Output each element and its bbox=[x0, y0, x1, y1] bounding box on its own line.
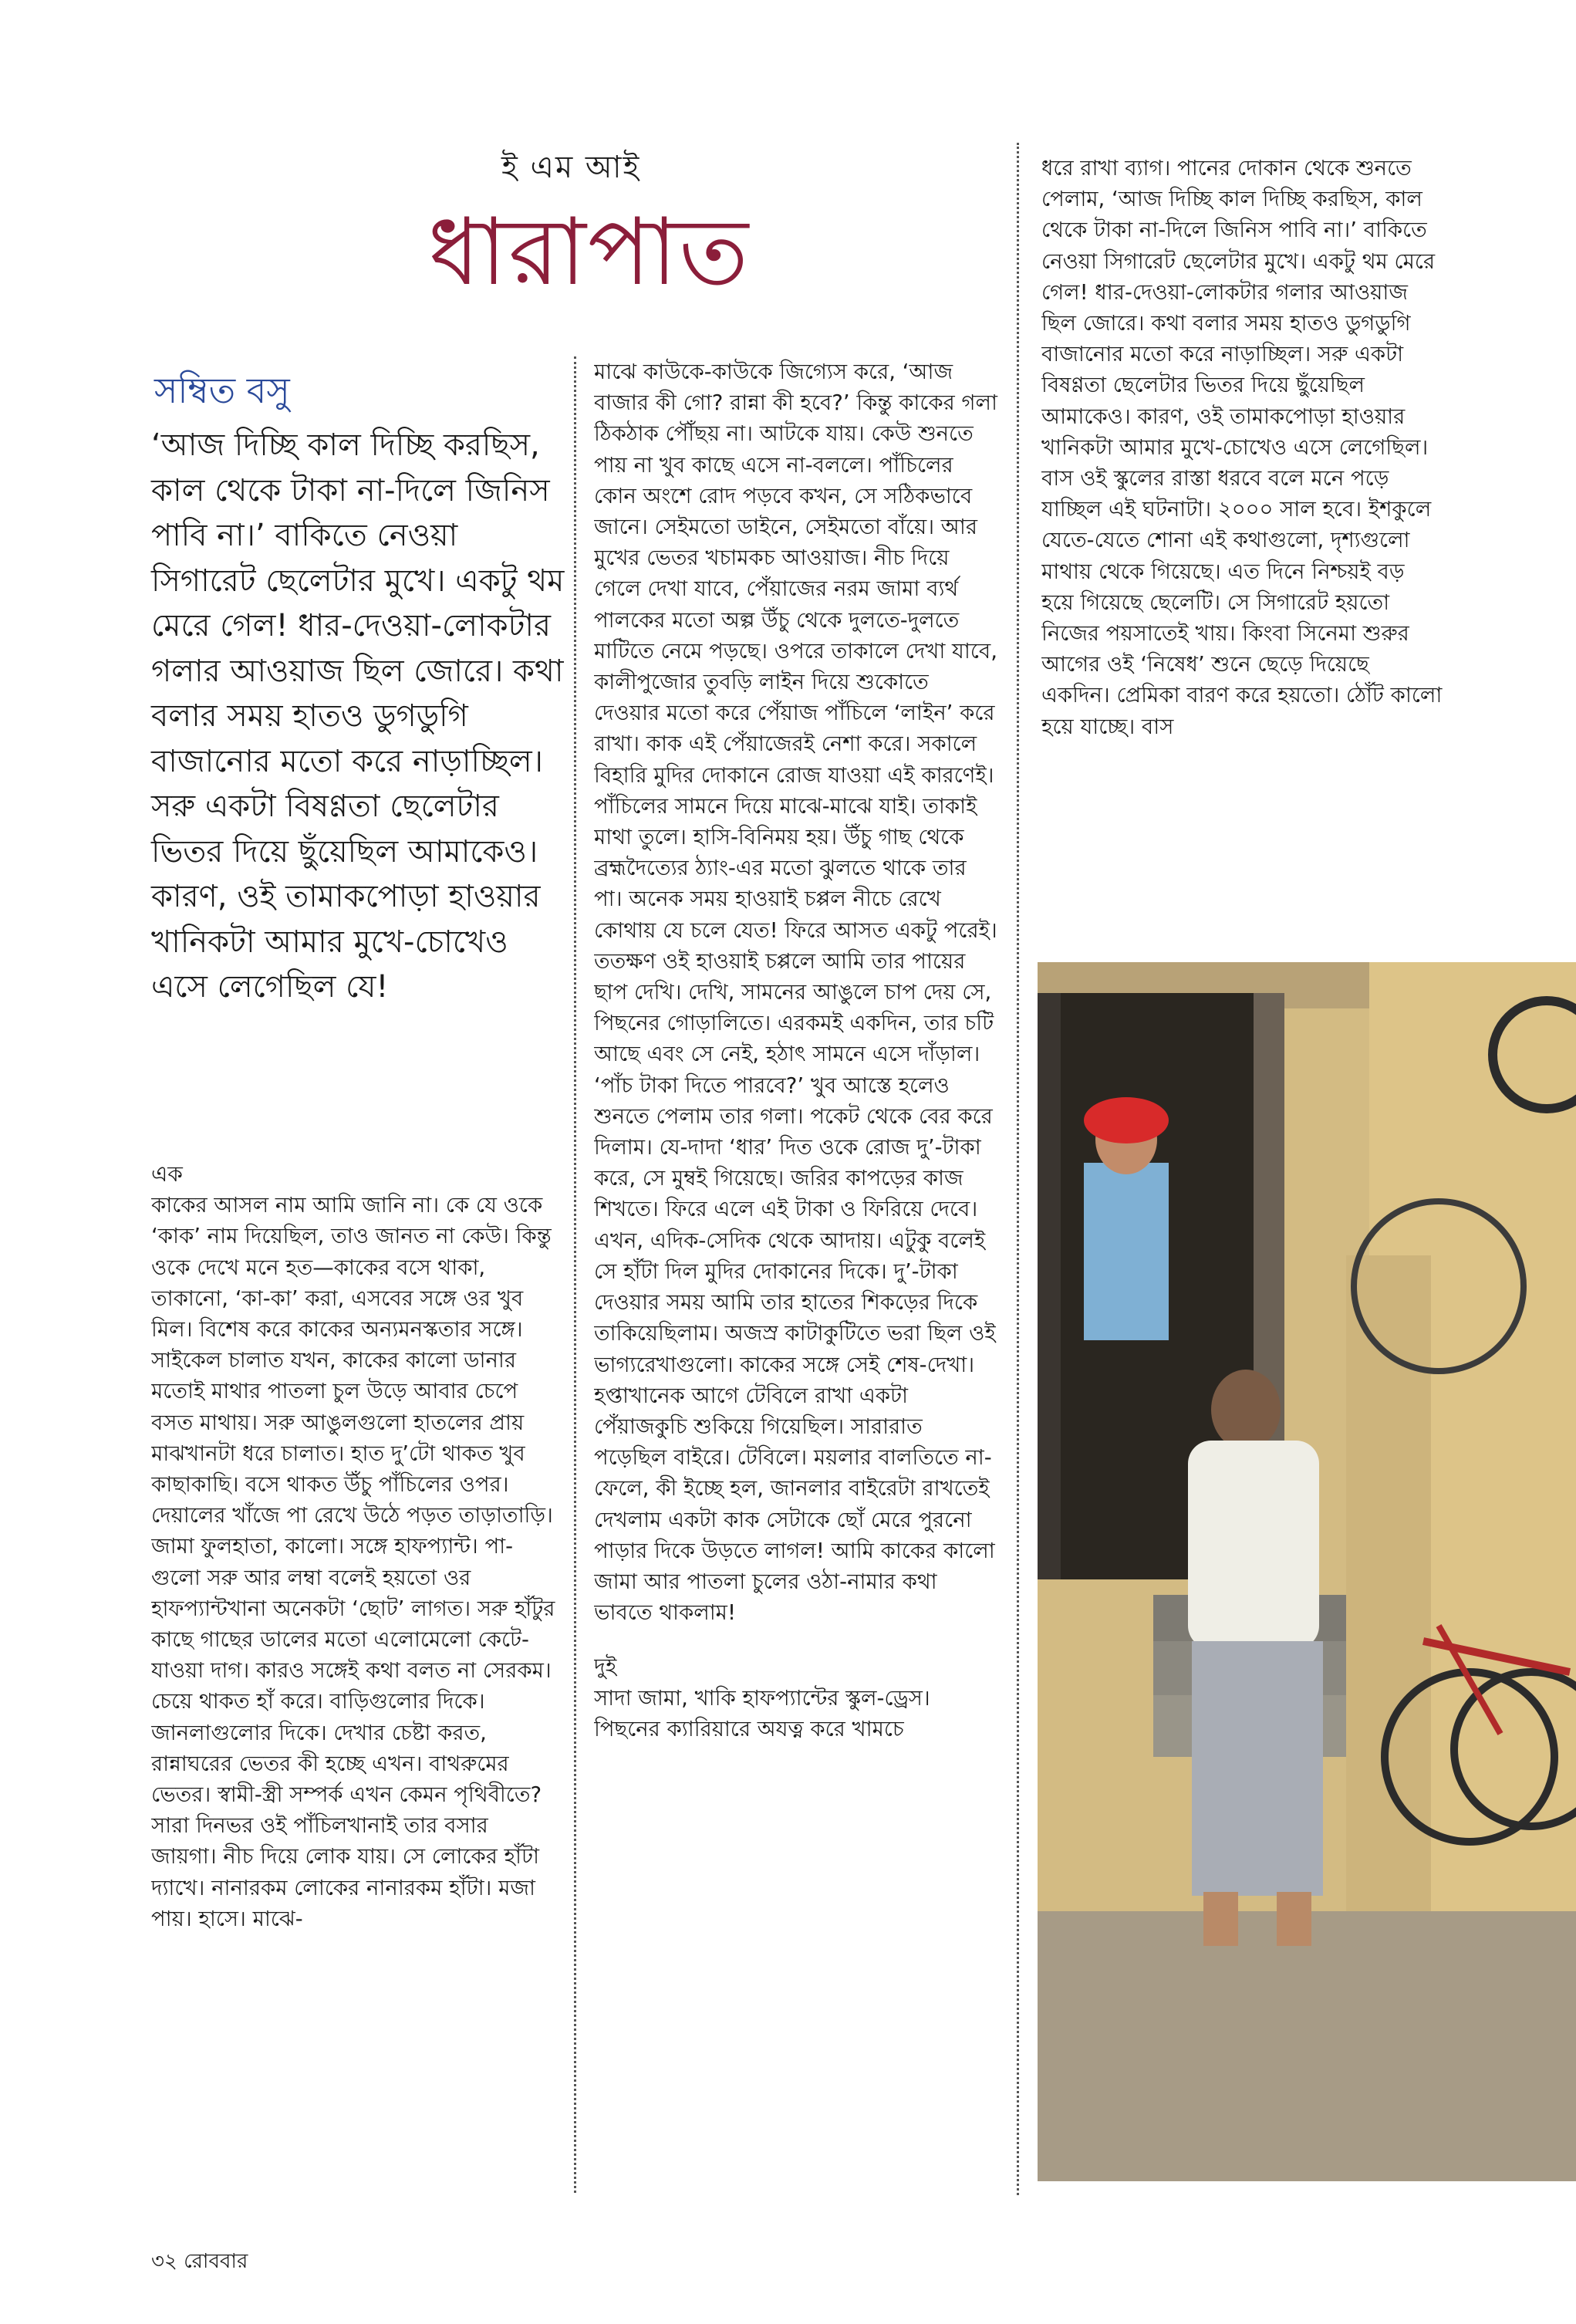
section-heading-two: দুই bbox=[594, 1653, 617, 1680]
column-two-body: মাঝে কাউকে-কাউকে জিগ্যেস করে, ‘আজ বাজার কী গো? রান্না কী হবে?’ কিন্তু কাকের গলা ঠিকঠাক পৌঁছয় না। আটকে যায়। কেউ শুনতে পায় না খুব কাছে এসে না-বললে। পাঁচিলের কোন অংশে রোদ পড়বে কখন, সে সঠিকভাবে জানে। সেইমতো ডাইনে, সেইমতো বাঁয়ে। আর মুখের ভেতর খচামকচ আওয়াজ। নীচ দিয়ে গেলে দেখা যাবে, পেঁয়াজের নরম জামা ব্যর্থ পালকের মতো অল্প উঁচু থেকে দুলতে-দুলতে মাটিতে নেমে পড়ছে। ওপরে তাকালে দেখা যাবে, কালীপুজোর তুবড়ি লাইন দিয়ে শুকোতে দেওয়ার মতো করে পেঁয়াজ পাঁচিলে ‘লাইন’ করে রাখা। কাক এই পেঁয়াজেরই নেশা করে। সকালে বিহারি মুদির দোকানে রোজ যাওয়া এই কারণেই। পাঁচিলের সামনে দিয়ে মাঝে-মাঝে যাই। তাকাই মাথা তুলে। হাসি-বিনিময় হয়। উঁচু গাছ থেকে ব্রহ্মদৈত্যের ঠ্যাং-এর মতো ঝুলতে থাকে তার পা। অনেক সময় হাওয়াই চপ্পল নীচে রেখে কোথায় যে চলে যেত! ফিরে আসত একটু পরেই। ততক্ষণ ওই হাওয়াই চপ্পলে আমি তার পায়ের ছাপ দেখি। দেখি, সামনের আঙুলে চাপ দেয় সে, পিছনের গোড়ালিতে। এরকমই একদিন, তার চটি আছে এবং সে নেই, হঠাৎ সামনে এসে দাঁড়াল। ‘পাঁচ টাকা দিতে পারবে?’ খুব আস্তে হলেও শুনতে পেলাম তার গলা। পকেট থেকে বের করে দিলাম। যে-দাদা ‘ধার’ দিত ওকে রোজ দু’-টাকা করে, সে মুম্বই গিয়েছে। জরির কাপড়ের কাজ শিখতে। ফিরে এলে এই টাকা ও ফিরিয়ে দেবে। এখন, এদিক-সেদিক থেকে আদায়। এটুকু বলেই সে হাঁটা দিল মুদির দোকানের দিকে। দু’-টাকা দেওয়ার সময় আমি তার হাতের শিকড়ের দিকে তাকিয়েছিলাম। অজস্র কাটাকুটিতে ভরা ছিল ওই ভাগ্যরেখাগুলো। কাকের সঙ্গে সেই শেষ-দেখা। হপ্তাখানেক আগে টেবিলে রাখা একটা পেঁয়াজকুচি শুকিয়ে গিয়েছিল। সারারাত পড়েছিল বাইরে। টেবিলে। ময়লার বালতিতে না-ফেলে, কী ইচ্ছে হল, জানলার বাইরেটা রাখতেই দেখলাম একটা কাক সেটাকে ছোঁ মেরে পুরনো পাড়ার দিকে উড়তে লাগল! আমি কাকের কালো জামা আর পাতলা চুলের ওঠা-নামার কথা ভাবতে থাকলাম! bbox=[594, 360, 997, 1626]
section-two-body: সাদা জামা, খাকি হাফপ্যান্টের স্কুল-ড্রেস। পিছনের ক্যারিয়ারে অযত্ন করে খামচে bbox=[594, 1685, 930, 1741]
section-kicker: ই এম আই bbox=[501, 150, 641, 185]
author-byline: সম্বিত বসু bbox=[154, 370, 290, 411]
column-two bbox=[594, 356, 999, 2162]
column-one bbox=[151, 1159, 556, 2147]
page-folio: ৩২ রোববার bbox=[151, 2250, 248, 2273]
column-three bbox=[1041, 153, 1443, 924]
column-three-body: ধরে রাখা ব্যাগ। পানের দোকান থেকে শুনতে পেলাম, ‘আজ দিচ্ছি কাল দিচ্ছি করছিস, কাল থেকে টাকা না-দিলে জিনিস পাবি না।’ বাকিতে নেওয়া সিগারেট ছেলেটার মুখে। একটু থম মেরে গেল! ধার-দেওয়া-লোকটার গলার আওয়াজ ছিল জোরে। কথা বলার সময় হাতও ডুগডুগি বাজানোর মতো করে নাড়াচ্ছিল। সরু একটা বিষণ্ণতা ছেলেটার ভিতর দিয়ে ছুঁয়েছিল আমাকেও। কারণ, ওই তামাকপোড়া হাওয়ার খানিকটা আমার মুখে-চোখেও এসে লেগেছিল। বাস ওই স্কুলের রাস্তা ধরবে বলে মনে পড়ে যাচ্ছিল এই ঘটনাটা। ২০০০ সাল হবে। ইশকুলে যেতে-যেতে শোনা এই কথাগুলো, দৃশ্যগুলো মাথায় থেকে গিয়েছে। এত দিনে নিশ্চয়ই বড় হয়ে গিয়েছে ছেলেটি। সে সিগারেট হয়তো নিজের পয়সাতেই খায়। কিংবা সিনেমা শুরুর আগের ওই ‘নিষেধ’ শুনে ছেড়ে দিয়েছে একদিন। প্রেমিকা বারণ করে হয়তো। ঠোঁট কালো হয়ে যাচ্ছে। বাস bbox=[1041, 156, 1443, 739]
section-heading-one: এক bbox=[151, 1161, 183, 1187]
section-one-body: কাকের আসল নাম আমি জানি না। কে যে ওকে ‘কাক’ নাম দিয়েছিল, তাও জানত না কেউ। কিন্তু ওকে দেখে মনে হত—কাকের বসে থাকা, তাকানো, ‘কা-কা’ করা, এসবের সঙ্গে ওর খুব মিল। বিশেষ করে কাকের অন্যমনস্কতার সঙ্গে। সাইকেল চালাত যখন, কাকের কালো ডানার মতোই মাথার পাতলা চুল উড়ে আবার চেপে বসত মাথায়। সরু আঙুলগুলো হাতলের প্রায় মাঝখানটা ধরে চালাত। হাত দু’টো থাকত খুব কাছাকাছি। বসে থাকত উঁচু পাঁচিলের ওপর। দেয়ালের খাঁজে পা রেখে উঠে পড়ত তাড়াতাড়ি। জামা ফুলহাতা, কালো। সঙ্গে হাফপ্যান্ট। পা-গুলো সরু আর লম্বা বলেই হয়তো ওর হাফপ্যান্টখানা অনেকটা ‘ছোট’ লাগত। সরু হাঁটুর কাছে গাছের ডালের মতো এলোমেলো কেটে-যাওয়া দাগ। কারও সঙ্গেই কথা বলত না সেরকম। চেয়ে থাকত হাঁ করে। বাড়িগুলোর দিকে। জানলাগুলোর দিকে। দেখার চেষ্টা করত, রান্নাঘরের ভেতর কী হচ্ছে এখন। বাথরুমের ভেতর। স্বামী-স্ত্রী সম্পর্ক এখন কেমন পৃথিবীতে? সারা দিনভর ওই পাঁচিলখানাই তার বসার জায়গা। নীচ দিয়ে লোক যায়। সে লোকের হাঁটা দ্যাখে। নানারকম লোকের নানারকম হাঁটা। মজা পায়। হাসে। মাঝে- bbox=[151, 1193, 555, 1931]
article-title: ধারাপাত bbox=[428, 199, 751, 306]
column-divider bbox=[1017, 143, 1019, 2195]
street-scene-photo bbox=[1038, 962, 1576, 2181]
column-divider bbox=[574, 356, 576, 2193]
intro-pullquote: ‘আজ দিচ্ছি কাল দিচ্ছি করছিস, কাল থেকে টাকা না-দিলে জিনিস পাবি না।’ বাকিতে নেওয়া সিগারেট ছেলেটার মুখে। একটু থম মেরে গেল! ধার-দেওয়া-লোকটার গলার আওয়াজ ছিল জোরে। কথা বলার সময় হাতও ডুগডুগি বাজানোর মতো করে নাড়াচ্ছিল। সরু একটা বিষণ্ণতা ছেলেটার ভিতর দিয়ে ছুঁয়েছিল আমাকেও। কারণ, ওই তামাকপোড়া হাওয়ার খানিকটা আমার মুখে-চোখেও এসে লেগেছিল যে! bbox=[151, 427, 565, 1005]
